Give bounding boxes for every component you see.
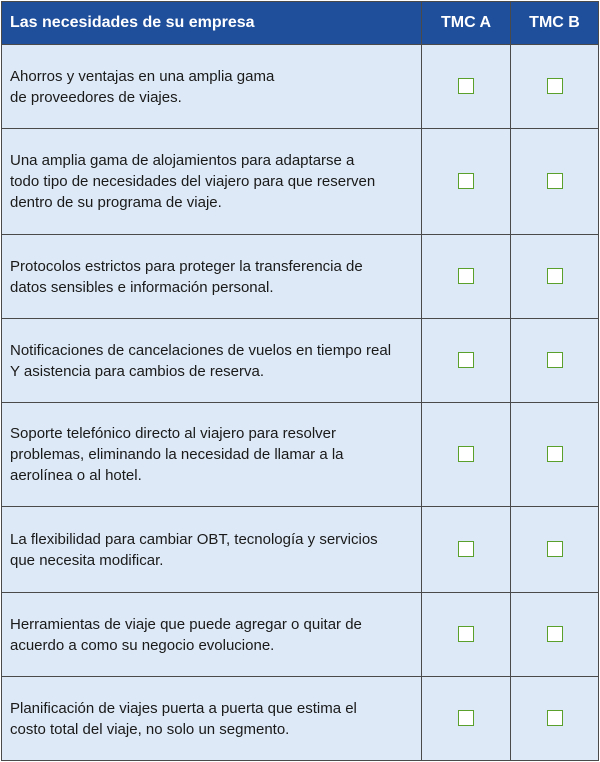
need-text: Una amplia gama de alojamientos para adaptarse a todo tipo de necesidades del viajero para que reserven dentro de su programa de viaje. (2, 129, 422, 235)
table-row (2, 45, 599, 129)
tmc-a-checkbox[interactable] (458, 78, 474, 94)
table-row (2, 319, 599, 403)
need-text: Protocolos estrictos para proteger la transferencia de datos sensibles e información personal. (2, 235, 422, 319)
tmc-a-header: TMC A (422, 2, 511, 45)
table-row (2, 403, 599, 507)
tmc-b-checkbox[interactable] (547, 446, 563, 462)
tmc-a-checkbox[interactable] (458, 268, 474, 284)
tmc-a-checkbox[interactable] (458, 446, 474, 462)
need-text: La flexibilidad para cambiar OBT, tecnología y servicios que necesita modificar. (2, 507, 422, 593)
comparison-table (1, 1, 599, 761)
header-row (2, 2, 599, 45)
table-row (2, 593, 599, 677)
need-text: Notificaciones de cancelaciones de vuelos en tiempo real Y asistencia para cambios de reserva. (2, 319, 422, 403)
need-text: Planificación de viajes puerta a puerta que estima el costo total del viaje, no solo un segmento. (2, 677, 422, 761)
table-row (2, 507, 599, 593)
needs-header: Las necesidades de su empresa (2, 2, 422, 45)
need-text: Herramientas de viaje que puede agregar o quitar de acuerdo a como su negocio evolucione. (2, 593, 422, 677)
tmc-a-checkbox[interactable] (458, 352, 474, 368)
tmc-b-checkbox[interactable] (547, 626, 563, 642)
tmc-b-checkbox[interactable] (547, 78, 563, 94)
tmc-b-header: TMC B (511, 2, 599, 45)
need-text: Ahorros y ventajas en una amplia gama de proveedores de viajes. (2, 45, 422, 129)
tmc-a-checkbox[interactable] (458, 626, 474, 642)
tmc-b-checkbox[interactable] (547, 268, 563, 284)
tmc-b-checkbox[interactable] (547, 710, 563, 726)
tmc-b-checkbox[interactable] (547, 173, 563, 189)
table-row (2, 235, 599, 319)
tmc-a-checkbox[interactable] (458, 173, 474, 189)
tmc-a-checkbox[interactable] (458, 541, 474, 557)
tmc-b-checkbox[interactable] (547, 541, 563, 557)
tmc-a-checkbox[interactable] (458, 710, 474, 726)
tmc-b-checkbox[interactable] (547, 352, 563, 368)
table-row (2, 129, 599, 235)
need-text: Soporte telefónico directo al viajero para resolver problemas, eliminando la necesidad de llamar a la aerolínea o al hotel. (2, 403, 422, 507)
table-row (2, 677, 599, 761)
